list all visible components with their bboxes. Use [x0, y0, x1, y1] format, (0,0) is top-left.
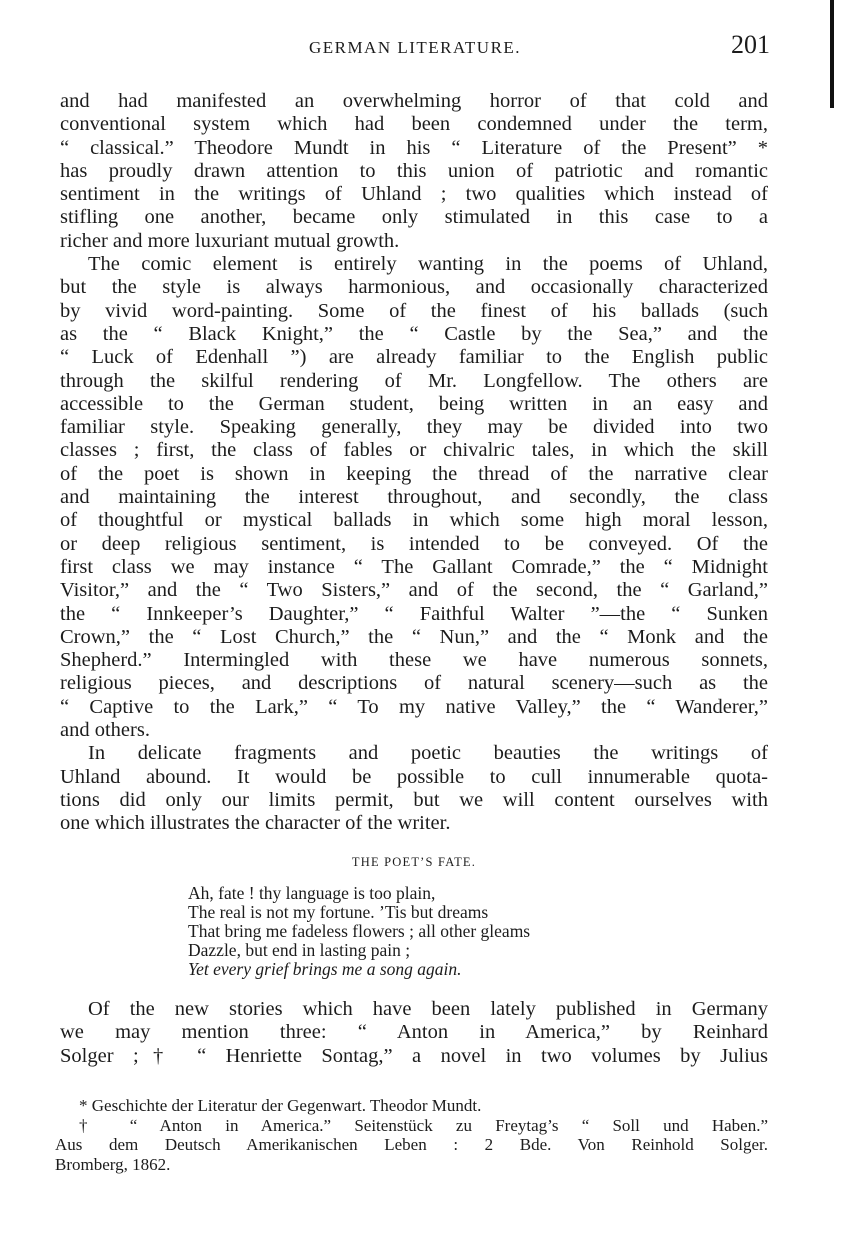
body-text: [60, 90, 768, 836]
text-line: and had manifested an overwhelming horror of that cold and: [60, 90, 768, 112]
closing-paragraph: [60, 998, 768, 1068]
text-line: has proudly drawn attention to this union of patriotic and romantic: [60, 159, 768, 182]
text-line: one which illustrates the character of the writer.: [60, 812, 451, 835]
poem-line: That bring me fadeless flowers ; all other gleams: [188, 921, 531, 941]
footnote-line: Bromberg, 1862.: [55, 1154, 171, 1174]
text-line: The comic element is entirely wanting in the poems of Uhland,: [88, 253, 768, 276]
text-line: stifling one another, became only stimulated in this case to a: [60, 206, 768, 229]
text-line: conventional system which had been condemned under the term,: [60, 113, 768, 136]
footnote-line: * Geschichte der Literatur der Gegenwart. Theodor Mundt.: [79, 1096, 482, 1115]
text-line: of thoughtful or mystical ballads in which some high moral lesson,: [60, 509, 768, 532]
text-line: first class we may instance “ The Gallant Comrade,” the “ Midnight: [60, 555, 768, 578]
text-line: but the style is always harmonious, and occasionally characterized: [60, 276, 768, 299]
poem-title: THE POET’S FATE.: [351, 855, 477, 869]
text-line: through the skilful rendering of Mr. Longfellow. The others are: [60, 369, 768, 392]
text-line: In delicate fragments and poetic beauties the writings of: [88, 742, 768, 765]
text-line: or deep religious sentiment, is intended to be conveyed. Of the: [60, 532, 768, 555]
poem-line: Ah, fate ! thy language is too plain,: [188, 883, 436, 903]
page-number: 201: [731, 30, 770, 59]
text-line: Crown,” the “ Lost Church,” the “ Nun,” and the “ Monk and the: [60, 625, 768, 648]
footnote-line: † “ Anton in America.” Seitenstück zu Freytag’s “ Soll und Haben.”: [79, 1115, 768, 1135]
text-line: tions did only our limits permit, but we will content ourselves with: [60, 788, 768, 811]
text-line: Visitor,” and the “ Two Sisters,” and of the second, the “ Garland,”: [60, 579, 768, 602]
footnote-line: Aus dem Deutsch Amerikanischen Leben : 2 Bde. Von Reinhold Solger.: [55, 1135, 768, 1154]
margin-rule: [830, 0, 834, 108]
text-line: Solger ;† “ Henriette Sontag,” a novel in two volumes by Julius: [60, 1044, 768, 1067]
text-line: “ classical.” Theodore Mundt in his “ Literature of the Present” *: [60, 136, 768, 159]
text-line: classes ; first, the class of fables or chivalric tales, in which the skill: [60, 439, 768, 462]
text-line: “ Luck of Edenhall ”) are already familiar to the English public: [60, 346, 768, 369]
poem-line: The real is not my fortune. ’Tis but dreams: [188, 902, 489, 922]
poem: [188, 884, 530, 979]
text-line: Of the new stories which have been lately published in Germany: [88, 998, 768, 1020]
text-line: and others.: [60, 719, 150, 742]
text-line: familiar style. Speaking generally, they may be divided into two: [60, 416, 768, 439]
text-line: the “ Innkeeper’s Daughter,” “ Faithful Walter ”—the “ Sunken: [60, 602, 768, 625]
poem-line: Yet every grief brings me a song again.: [188, 959, 462, 979]
text-line: we may mention three: “ Anton in America,” by Reinhard: [60, 1021, 768, 1044]
text-line: Uhland abound. It would be possible to cull innumerable quota-: [60, 765, 768, 788]
text-line: as the “ Black Knight,” the “ Castle by the Sea,” and the: [60, 322, 768, 345]
text-line: religious pieces, and descriptions of natural scenery—such as the: [60, 672, 768, 695]
page-header: [60, 28, 770, 68]
text-line: richer and more luxuriant mutual growth.: [60, 229, 400, 252]
text-line: by vivid word-painting. Some of the finest of his ballads (such: [60, 299, 768, 322]
text-line: and maintaining the interest throughout, and secondly, the class: [60, 486, 768, 509]
running-head: GERMAN LITERATURE.: [308, 38, 522, 57]
footnotes: [55, 1096, 768, 1174]
text-line: of the poet is shown in keeping the thread of the narrative clear: [60, 462, 768, 485]
text-line: accessible to the German student, being written in an easy and: [60, 392, 768, 415]
text-line: Shepherd.” Intermingled with these we have numerous sonnets,: [60, 649, 768, 672]
text-line: sentiment in the writings of Uhland ; two qualities which instead of: [60, 183, 768, 206]
text-line: “ Captive to the Lark,” “ To my native Valley,” the “ Wanderer,”: [60, 695, 768, 718]
poem-line: Dazzle, but end in lasting pain ;: [188, 940, 411, 960]
